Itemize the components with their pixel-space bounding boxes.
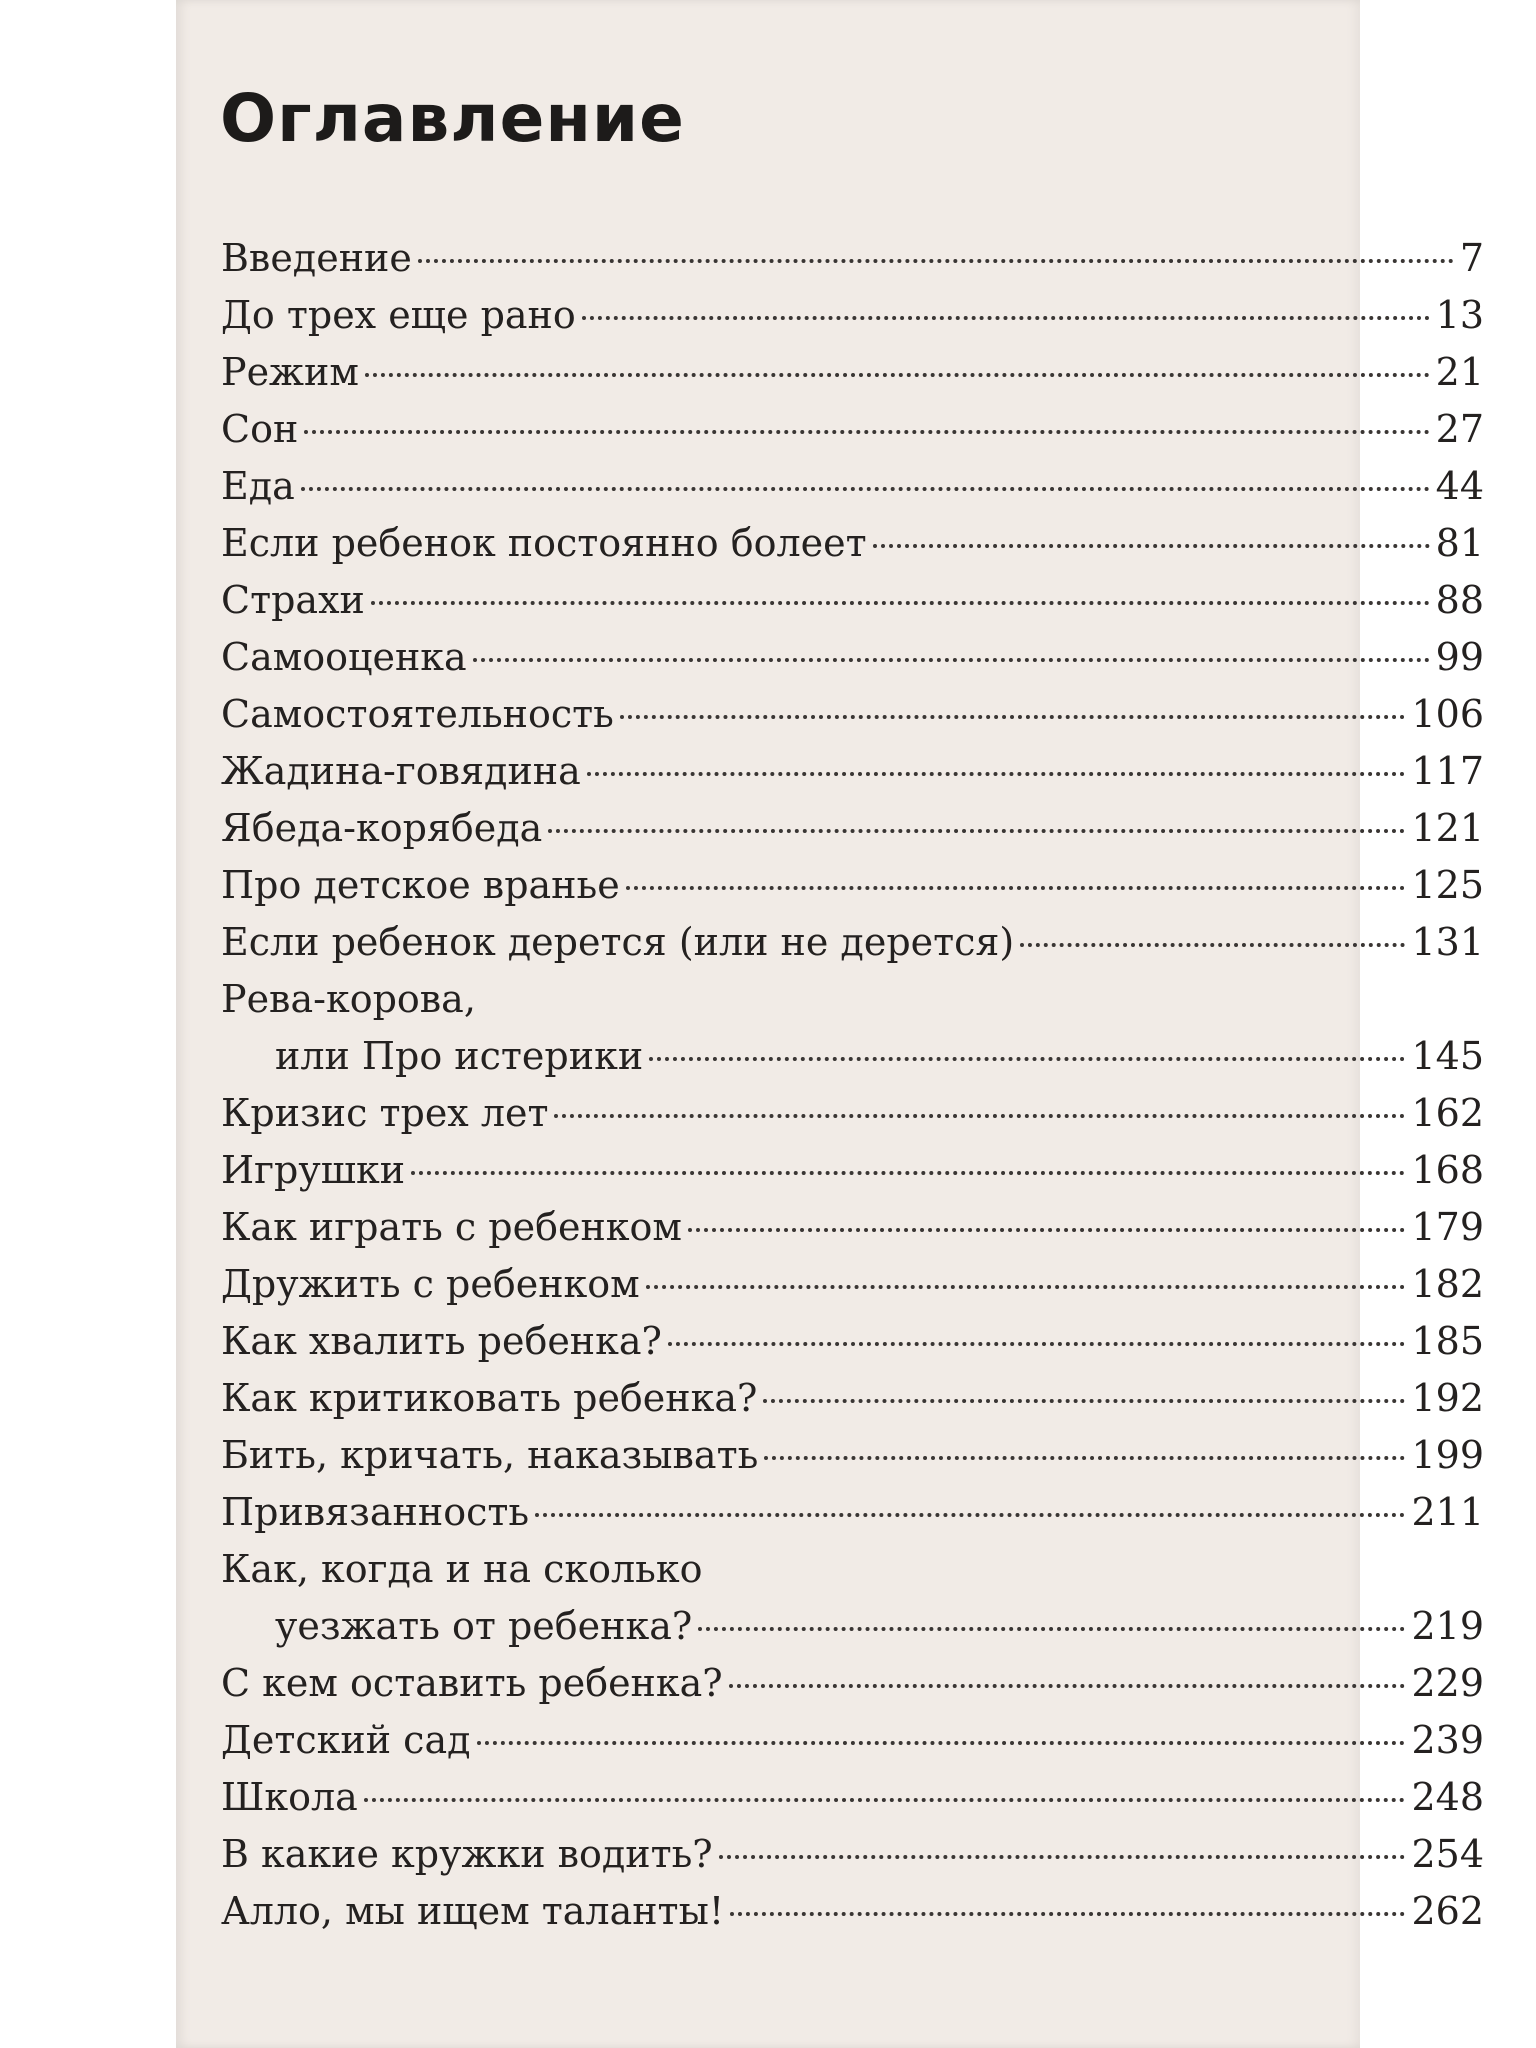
toc-entry-label-continuation: уезжать от ребенка? xyxy=(275,1604,693,1648)
toc-entry xyxy=(221,914,1484,971)
toc-entry-label: Детский сад xyxy=(221,1718,471,1762)
toc-entry-page: 7 xyxy=(1459,236,1484,280)
dot-leader xyxy=(582,315,1430,320)
toc-entry-page: 211 xyxy=(1411,1490,1484,1534)
toc-entry-label: Ябеда-корябеда xyxy=(221,806,543,850)
table-of-contents xyxy=(221,230,1484,1940)
toc-entry-label: Бить, кричать, наказывать xyxy=(221,1433,759,1477)
toc-entry-label: Рева-корова, xyxy=(221,977,476,1021)
toc-entry-page: 121 xyxy=(1411,806,1484,850)
toc-entry-page: 168 xyxy=(1411,1148,1484,1192)
toc-entry-label: Алло, мы ищем таланты! xyxy=(221,1889,725,1933)
toc-entry-page: 27 xyxy=(1435,407,1484,451)
toc-entry xyxy=(221,1427,1484,1484)
toc-entry-page: 125 xyxy=(1411,863,1484,907)
toc-entry-label: Если ребенок постоянно болеет xyxy=(221,521,867,565)
toc-entry xyxy=(221,800,1484,857)
page-title: Оглавление xyxy=(220,80,685,157)
toc-entry xyxy=(221,743,1484,800)
toc-entry-label: Как, когда и на сколько xyxy=(221,1547,703,1591)
toc-entry-label: Самостоятельность xyxy=(221,692,614,736)
toc-entry-page: 117 xyxy=(1411,749,1484,793)
toc-entry xyxy=(221,1883,1484,1940)
dot-leader xyxy=(304,429,1429,434)
toc-entry-page: 229 xyxy=(1411,1661,1484,1705)
toc-entry-label: Сон xyxy=(221,407,299,451)
toc-entry-label: Самооценка xyxy=(221,635,467,679)
dot-leader xyxy=(698,1626,1405,1631)
dot-leader xyxy=(646,1284,1406,1289)
toc-entry-label: Как хвалить ребенка? xyxy=(221,1319,662,1363)
dot-leader xyxy=(548,828,1405,833)
toc-entry xyxy=(221,1142,1484,1199)
dot-leader xyxy=(626,885,1406,890)
dot-leader xyxy=(418,258,1454,263)
toc-entry-first-line xyxy=(221,1541,1484,1598)
dot-leader xyxy=(477,1740,1406,1745)
toc-entry xyxy=(221,1598,1484,1655)
toc-entry-label-continuation: или Про истерики xyxy=(275,1034,644,1078)
toc-entry-page: 44 xyxy=(1435,464,1484,508)
toc-entry-first-line xyxy=(221,971,1484,1028)
toc-entry xyxy=(221,1484,1484,1541)
dot-leader xyxy=(764,1455,1405,1460)
toc-entry-page: 13 xyxy=(1435,293,1484,337)
dot-leader xyxy=(763,1398,1405,1403)
dot-leader xyxy=(730,1911,1405,1916)
toc-entry xyxy=(221,1712,1484,1769)
toc-entry xyxy=(221,1370,1484,1427)
toc-entry xyxy=(221,1028,1484,1085)
toc-entry xyxy=(221,857,1484,914)
toc-entry-page: 254 xyxy=(1411,1832,1484,1876)
toc-entry-page: 199 xyxy=(1411,1433,1484,1477)
toc-entry-label: Школа xyxy=(221,1775,358,1819)
toc-entry-label: Режим xyxy=(221,350,359,394)
toc-entry xyxy=(221,1313,1484,1370)
toc-entry-page: 192 xyxy=(1411,1376,1484,1420)
toc-entry-page: 88 xyxy=(1435,578,1484,622)
dot-leader xyxy=(1020,942,1405,947)
toc-entry-page: 131 xyxy=(1411,920,1484,964)
toc-entry xyxy=(221,287,1484,344)
toc-entry xyxy=(221,572,1484,629)
toc-entry xyxy=(221,230,1484,287)
dot-leader xyxy=(620,714,1406,719)
toc-entry-page: 179 xyxy=(1411,1205,1484,1249)
toc-entry xyxy=(221,1256,1484,1313)
toc-entry-label: Привязанность xyxy=(221,1490,530,1534)
dot-leader xyxy=(729,1683,1406,1688)
dot-leader xyxy=(535,1512,1405,1517)
toc-entry-page: 248 xyxy=(1411,1775,1484,1819)
toc-entry-page: 162 xyxy=(1411,1091,1484,1135)
toc-entry xyxy=(221,515,1484,572)
dot-leader xyxy=(371,600,1430,605)
toc-entry xyxy=(221,458,1484,515)
toc-entry xyxy=(221,401,1484,458)
toc-entry-label: Если ребенок дерется (или не дерется) xyxy=(221,920,1015,964)
toc-entry-label: Страхи xyxy=(221,578,365,622)
toc-entry-label: С кем оставить ребенка? xyxy=(221,1661,723,1705)
toc-entry xyxy=(221,629,1484,686)
dot-leader xyxy=(301,486,1430,491)
dot-leader xyxy=(873,543,1430,548)
dot-leader xyxy=(649,1056,1405,1061)
toc-entry xyxy=(221,1655,1484,1712)
toc-entry-label: Дружить с ребенком xyxy=(221,1262,640,1306)
toc-entry xyxy=(221,344,1484,401)
toc-entry-label: Как играть с ребенком xyxy=(221,1205,682,1249)
toc-entry-page: 99 xyxy=(1435,635,1484,679)
toc-entry-page: 219 xyxy=(1411,1604,1484,1648)
toc-entry-page: 145 xyxy=(1411,1034,1484,1078)
toc-entry-label: В какие кружки водить? xyxy=(221,1832,713,1876)
toc-entry-label: Игрушки xyxy=(221,1148,406,1192)
dot-leader xyxy=(688,1227,1406,1232)
dot-leader xyxy=(411,1170,1405,1175)
toc-entry xyxy=(221,1085,1484,1142)
toc-entry-page: 81 xyxy=(1435,521,1484,565)
toc-entry-page: 106 xyxy=(1411,692,1484,736)
dot-leader xyxy=(365,372,1430,377)
toc-entry-label: Жадина-говядина xyxy=(221,749,581,793)
toc-entry-page: 185 xyxy=(1411,1319,1484,1363)
toc-entry-page: 182 xyxy=(1411,1262,1484,1306)
dot-leader xyxy=(554,1113,1405,1118)
book-page xyxy=(176,0,1484,2048)
toc-entry-page: 239 xyxy=(1411,1718,1484,1762)
toc-entry-label: Как критиковать ребенка? xyxy=(221,1376,758,1420)
toc-entry-label: Про детское вранье xyxy=(221,863,620,907)
toc-entry xyxy=(221,1199,1484,1256)
toc-entry-label: Введение xyxy=(221,236,412,280)
dot-leader xyxy=(587,771,1406,776)
toc-entry xyxy=(221,1826,1484,1883)
toc-entry-label: До трех еще рано xyxy=(221,293,576,337)
toc-entry-page: 262 xyxy=(1411,1889,1484,1933)
dot-leader xyxy=(364,1797,1406,1802)
toc-entry-label: Кризис трех лет xyxy=(221,1091,549,1135)
toc-entry-page: 21 xyxy=(1435,350,1484,394)
dot-leader xyxy=(719,1854,1406,1859)
dot-leader xyxy=(473,657,1430,662)
toc-entry xyxy=(221,686,1484,743)
toc-entry-label: Еда xyxy=(221,464,295,508)
toc-entry xyxy=(221,1769,1484,1826)
dot-leader xyxy=(668,1341,1406,1346)
